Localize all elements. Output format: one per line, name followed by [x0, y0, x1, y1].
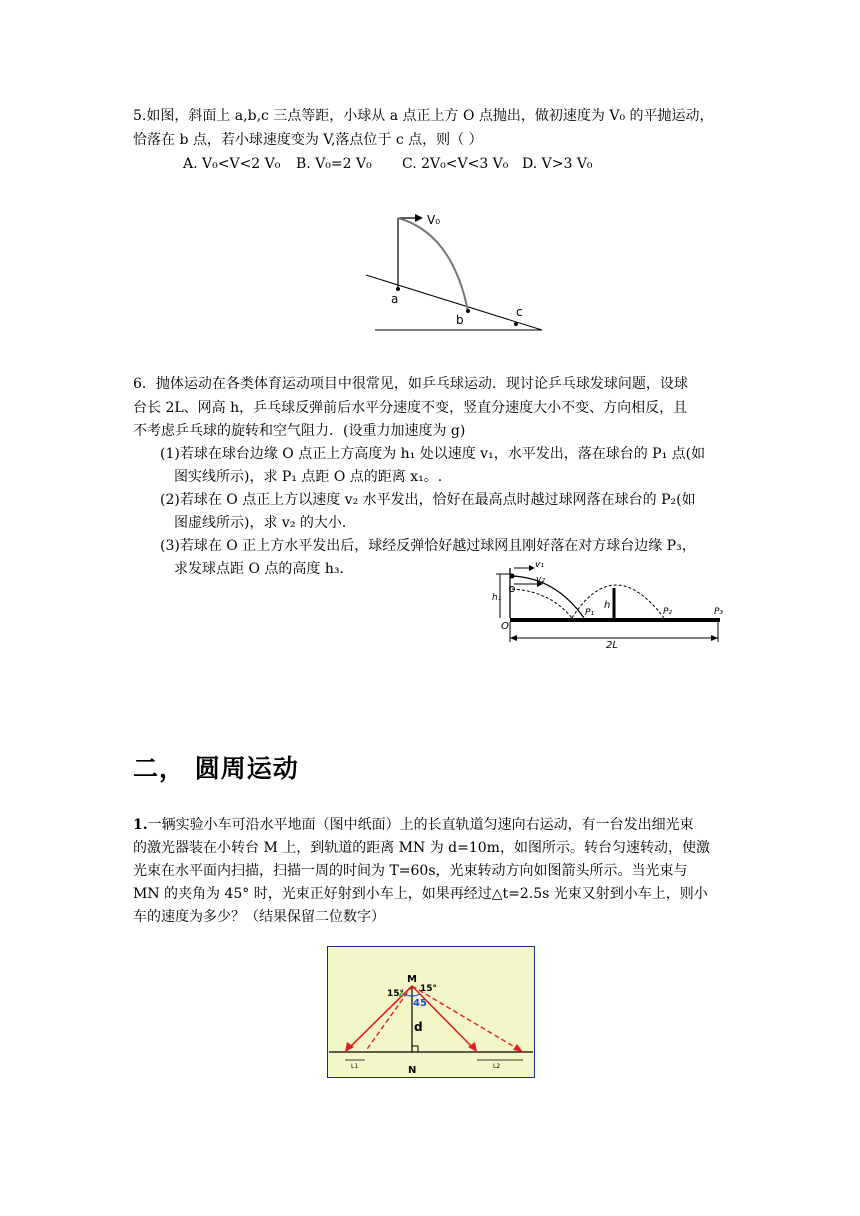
- N-label: N: [408, 1065, 417, 1076]
- q5-option-c: C. 2V₀<V<3 V₀: [402, 156, 509, 172]
- c1-line1: 1.一辆实验小车可沿水平地面（图中纸面）上的长直轨道匀速向右运动，有一台发出细光束: [133, 817, 694, 833]
- q6-line2: 台长 2L、网高 h，乒乓球反弹前后水平分速度不变，竖直分速度大小不变、方向相反，且: [133, 400, 688, 416]
- P1-label: P₁: [585, 608, 595, 618]
- q5-figure: [360, 205, 550, 335]
- d-label: d: [414, 1020, 423, 1034]
- point-c: [514, 322, 518, 326]
- v2-label: v₂: [536, 575, 545, 585]
- q6-part1-line1: (1)若球在球台边缘 O 点正上方高度为 h₁ 处以速度 v₁，水平发出，落在球台的 P₁ 点(如: [160, 446, 706, 462]
- c1-line5: 车的速度为多少？（结果保留二位数字）: [133, 909, 385, 925]
- q5-line2: 恰落在 b 点，若小球速度变为 V,落点位于 c 点，则（ ）: [133, 132, 483, 148]
- solid-trajectory: [512, 576, 584, 618]
- a-label: a: [391, 292, 399, 306]
- q5-option-b: B. V₀=2 V₀: [296, 156, 372, 172]
- c1-number: 1.: [133, 817, 148, 833]
- l1-label: L1: [351, 1063, 359, 1070]
- c-label: c: [516, 305, 523, 319]
- v0-label: V₀: [427, 213, 441, 227]
- v0-arrowhead: [415, 214, 423, 222]
- 2L-label: 2L: [606, 640, 618, 651]
- q5-option-a: A. V₀<V<2 V₀: [183, 156, 281, 172]
- q6-part3-line1: (3)若球在 O 正上方水平发出后，球经反弹恰好越过球网且刚好落在对方球台边缘 P₃，: [160, 538, 696, 554]
- h-label: h: [604, 600, 611, 611]
- q6-part2-line2: 图虚线所示)，求 v₂ 的大小．: [174, 515, 356, 531]
- angle-15-left: 15°: [387, 989, 405, 999]
- q6-line3: 不考虑乒乓球的旋转和空气阻力．(设重力加速度为 g): [133, 423, 466, 439]
- point-a: [396, 287, 400, 291]
- q6-part1-line2: 图实线所示)，求 P₁ 点距 O 点的距离 x₁。.: [174, 469, 443, 485]
- M-label: M: [407, 974, 417, 985]
- trajectory-curve: [398, 218, 468, 311]
- section-heading: 二， 圆周运动: [133, 754, 299, 783]
- P3-label: P₃: [714, 607, 724, 617]
- point-b: [466, 309, 470, 313]
- c1-line4: MN 的夹角为 45° 时，光束正好射到小车上，如果再经过△t=2.5s 光束又射到小车上，则小: [133, 886, 708, 902]
- q5-option-d: D. V>3 V₀: [522, 156, 593, 172]
- angle-45: 45: [413, 998, 427, 1009]
- c1-line3: 光束在水平面内扫描，扫描一周的时间为 T=60s，光束转动方向如图箭头所示。当光束与: [133, 863, 688, 879]
- q6-part2-line1: (2)若球在 O 点正上方以速度 v₂ 水平发出，恰好在最高点时越过球网落在球台的 P₂(如: [160, 492, 696, 508]
- P2-label: P₂: [663, 607, 673, 617]
- b-label: b: [456, 313, 464, 327]
- figure-frame: [328, 947, 535, 1078]
- O-label: O: [501, 621, 509, 632]
- q5-line1: 5.如图，斜面上 a,b,c 三点等距，小球从 a 点正上方 O 点抛出，做初速度为 V₀ 的平抛运动，: [133, 108, 714, 124]
- angle-15-right: 15°: [420, 984, 438, 994]
- h1-label: h₁: [492, 593, 502, 603]
- q6-figure: [480, 556, 725, 654]
- dashed-trajectory-1: [512, 589, 572, 618]
- c1-line2: 的激光器装在小转台 M 上，到轨道的距离 MN 为 d=10m，如图所示。转台匀速转动，使激: [133, 840, 710, 856]
- q6-line1: 6．抛体运动在各类体育运动项目中很常见，如乒乓球运动．现讨论乒乓球发球问题，设球: [133, 376, 688, 392]
- c1-figure: [327, 946, 535, 1078]
- q6-part3-line2: 求发球点距 O 点的高度 h₃．: [174, 561, 354, 577]
- v1-label: v₁: [535, 560, 544, 570]
- l2-label: L2: [493, 1063, 501, 1070]
- table-surface: [510, 618, 720, 622]
